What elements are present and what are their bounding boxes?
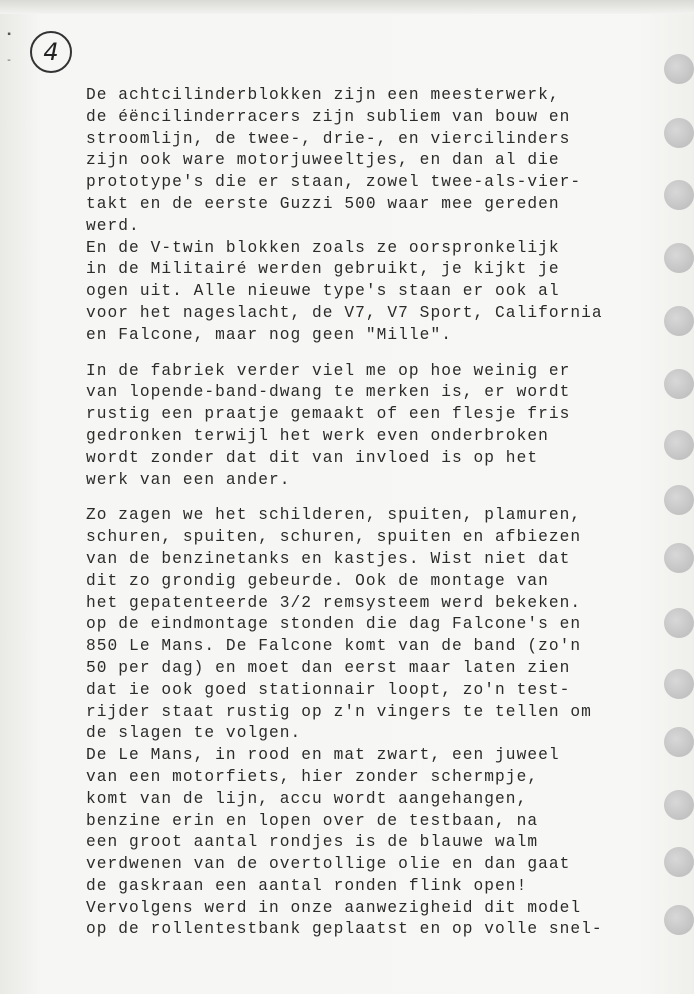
text-line: komt van de lijn, accu wordt aangehangen, [86, 789, 528, 808]
text-line: Vervolgens werd in onze aanwezigheid dit model [86, 898, 582, 917]
text-line: takt en de eerste Guzzi 500 waar mee gereden [86, 194, 560, 213]
binder-hole [664, 543, 694, 573]
binder-hole [664, 669, 694, 699]
text-line: op de rollentestbank geplaatst en op volle snel- [86, 920, 603, 939]
text-line: schuren, spuiten, schuren, spuiten en afbiezen [86, 528, 582, 547]
binder-hole [664, 485, 694, 515]
text-line: van lopende-band-dwang te merken is, er wordt [86, 383, 571, 402]
paragraph-spacer [86, 347, 686, 361]
text-line: prototype's die er staan, zowel twee-als-vier- [86, 173, 582, 192]
text-line: ogen uit. Alle nieuwe type's staan er ook al [86, 282, 560, 301]
binder-hole [664, 608, 694, 638]
text-line: werd. [86, 216, 140, 235]
margin-mark: - [6, 56, 13, 67]
text-line: In de fabriek verder viel me op hoe weinig er [86, 361, 571, 380]
text-line: zijn ook ware motorjuweeltjes, en dan al die [86, 151, 560, 170]
binder-hole [664, 790, 694, 820]
binder-hole [664, 727, 694, 757]
text-line: het gepatenteerde 3/2 remsysteem werd bekeken. [86, 593, 582, 612]
text-line: dit zo grondig gebeurde. Ook de montage van [86, 571, 549, 590]
text-line: op de eindmontage stonden die dag Falcone's en [86, 615, 582, 634]
text-line: dat ie ook goed stationnair loopt, zo'n test- [86, 680, 571, 699]
paragraph-1 [86, 85, 686, 347]
binder-hole [664, 905, 694, 935]
text-line: wordt zonder dat dit van invloed is op het [86, 448, 539, 467]
binder-hole [664, 847, 694, 877]
binder-hole [664, 180, 694, 210]
text-line: gedronken terwijl het werk even onderbroken [86, 426, 549, 445]
binder-hole [664, 118, 694, 148]
text-line: De achtcilinderblokken zijn een meesterwerk, [86, 86, 560, 104]
paragraph-2 [86, 361, 686, 492]
margin-mark: ▪ [6, 30, 13, 41]
text-line: de slagen te volgen. [86, 724, 302, 743]
text-line: de gaskraan een aantal ronden flink open! [86, 876, 528, 895]
text-line: voor het nageslacht, de V7, V7 Sport, California [86, 303, 603, 322]
text-line: een groot aantal rondjes is de blauwe walm [86, 833, 539, 852]
paragraph-3 [86, 505, 686, 941]
page-top-edge [0, 0, 694, 14]
body-text [86, 85, 686, 941]
page-number-circle: 4 [30, 31, 72, 73]
text-line: werk van een ander. [86, 470, 291, 489]
text-line: in de Militairé werden gebruikt, je kijkt je [86, 260, 560, 279]
binder-hole [664, 243, 694, 273]
binder-hole [664, 430, 694, 460]
text-line: en Falcone, maar nog geen "Mille". [86, 325, 452, 344]
paragraph-spacer [86, 491, 686, 505]
text-line: benzine erin en lopen over de testbaan, na [86, 811, 539, 830]
text-line: verdwenen van de overtollige olie en dan gaat [86, 855, 571, 874]
text-line: rijder staat rustig op z'n vingers te tellen om [86, 702, 592, 721]
text-line: stroomlijn, de twee-, drie-, en viercilinders [86, 129, 571, 148]
text-line: rustig een praatje gemaakt of een flesje fris [86, 405, 571, 424]
text-line: Zo zagen we het schilderen, spuiten, plamuren, [86, 506, 582, 525]
text-line: de éëncilinderracers zijn subliem van bouw en [86, 107, 571, 126]
text-line: De Le Mans, in rood en mat zwart, een juweel [86, 746, 560, 765]
text-line: 850 Le Mans. De Falcone komt van de band (zo'n [86, 637, 582, 656]
binder-hole [664, 54, 694, 84]
text-line: van een motorfiets, hier zonder schermpje, [86, 767, 539, 786]
binder-hole [664, 369, 694, 399]
text-line: 50 per dag) en moet dan eerst maar laten zien [86, 658, 571, 677]
text-line: van de benzinetanks en kastjes. Wist niet dat [86, 549, 571, 568]
binder-hole [664, 306, 694, 336]
text-line: En de V-twin blokken zoals ze oorspronkelijk [86, 238, 560, 257]
